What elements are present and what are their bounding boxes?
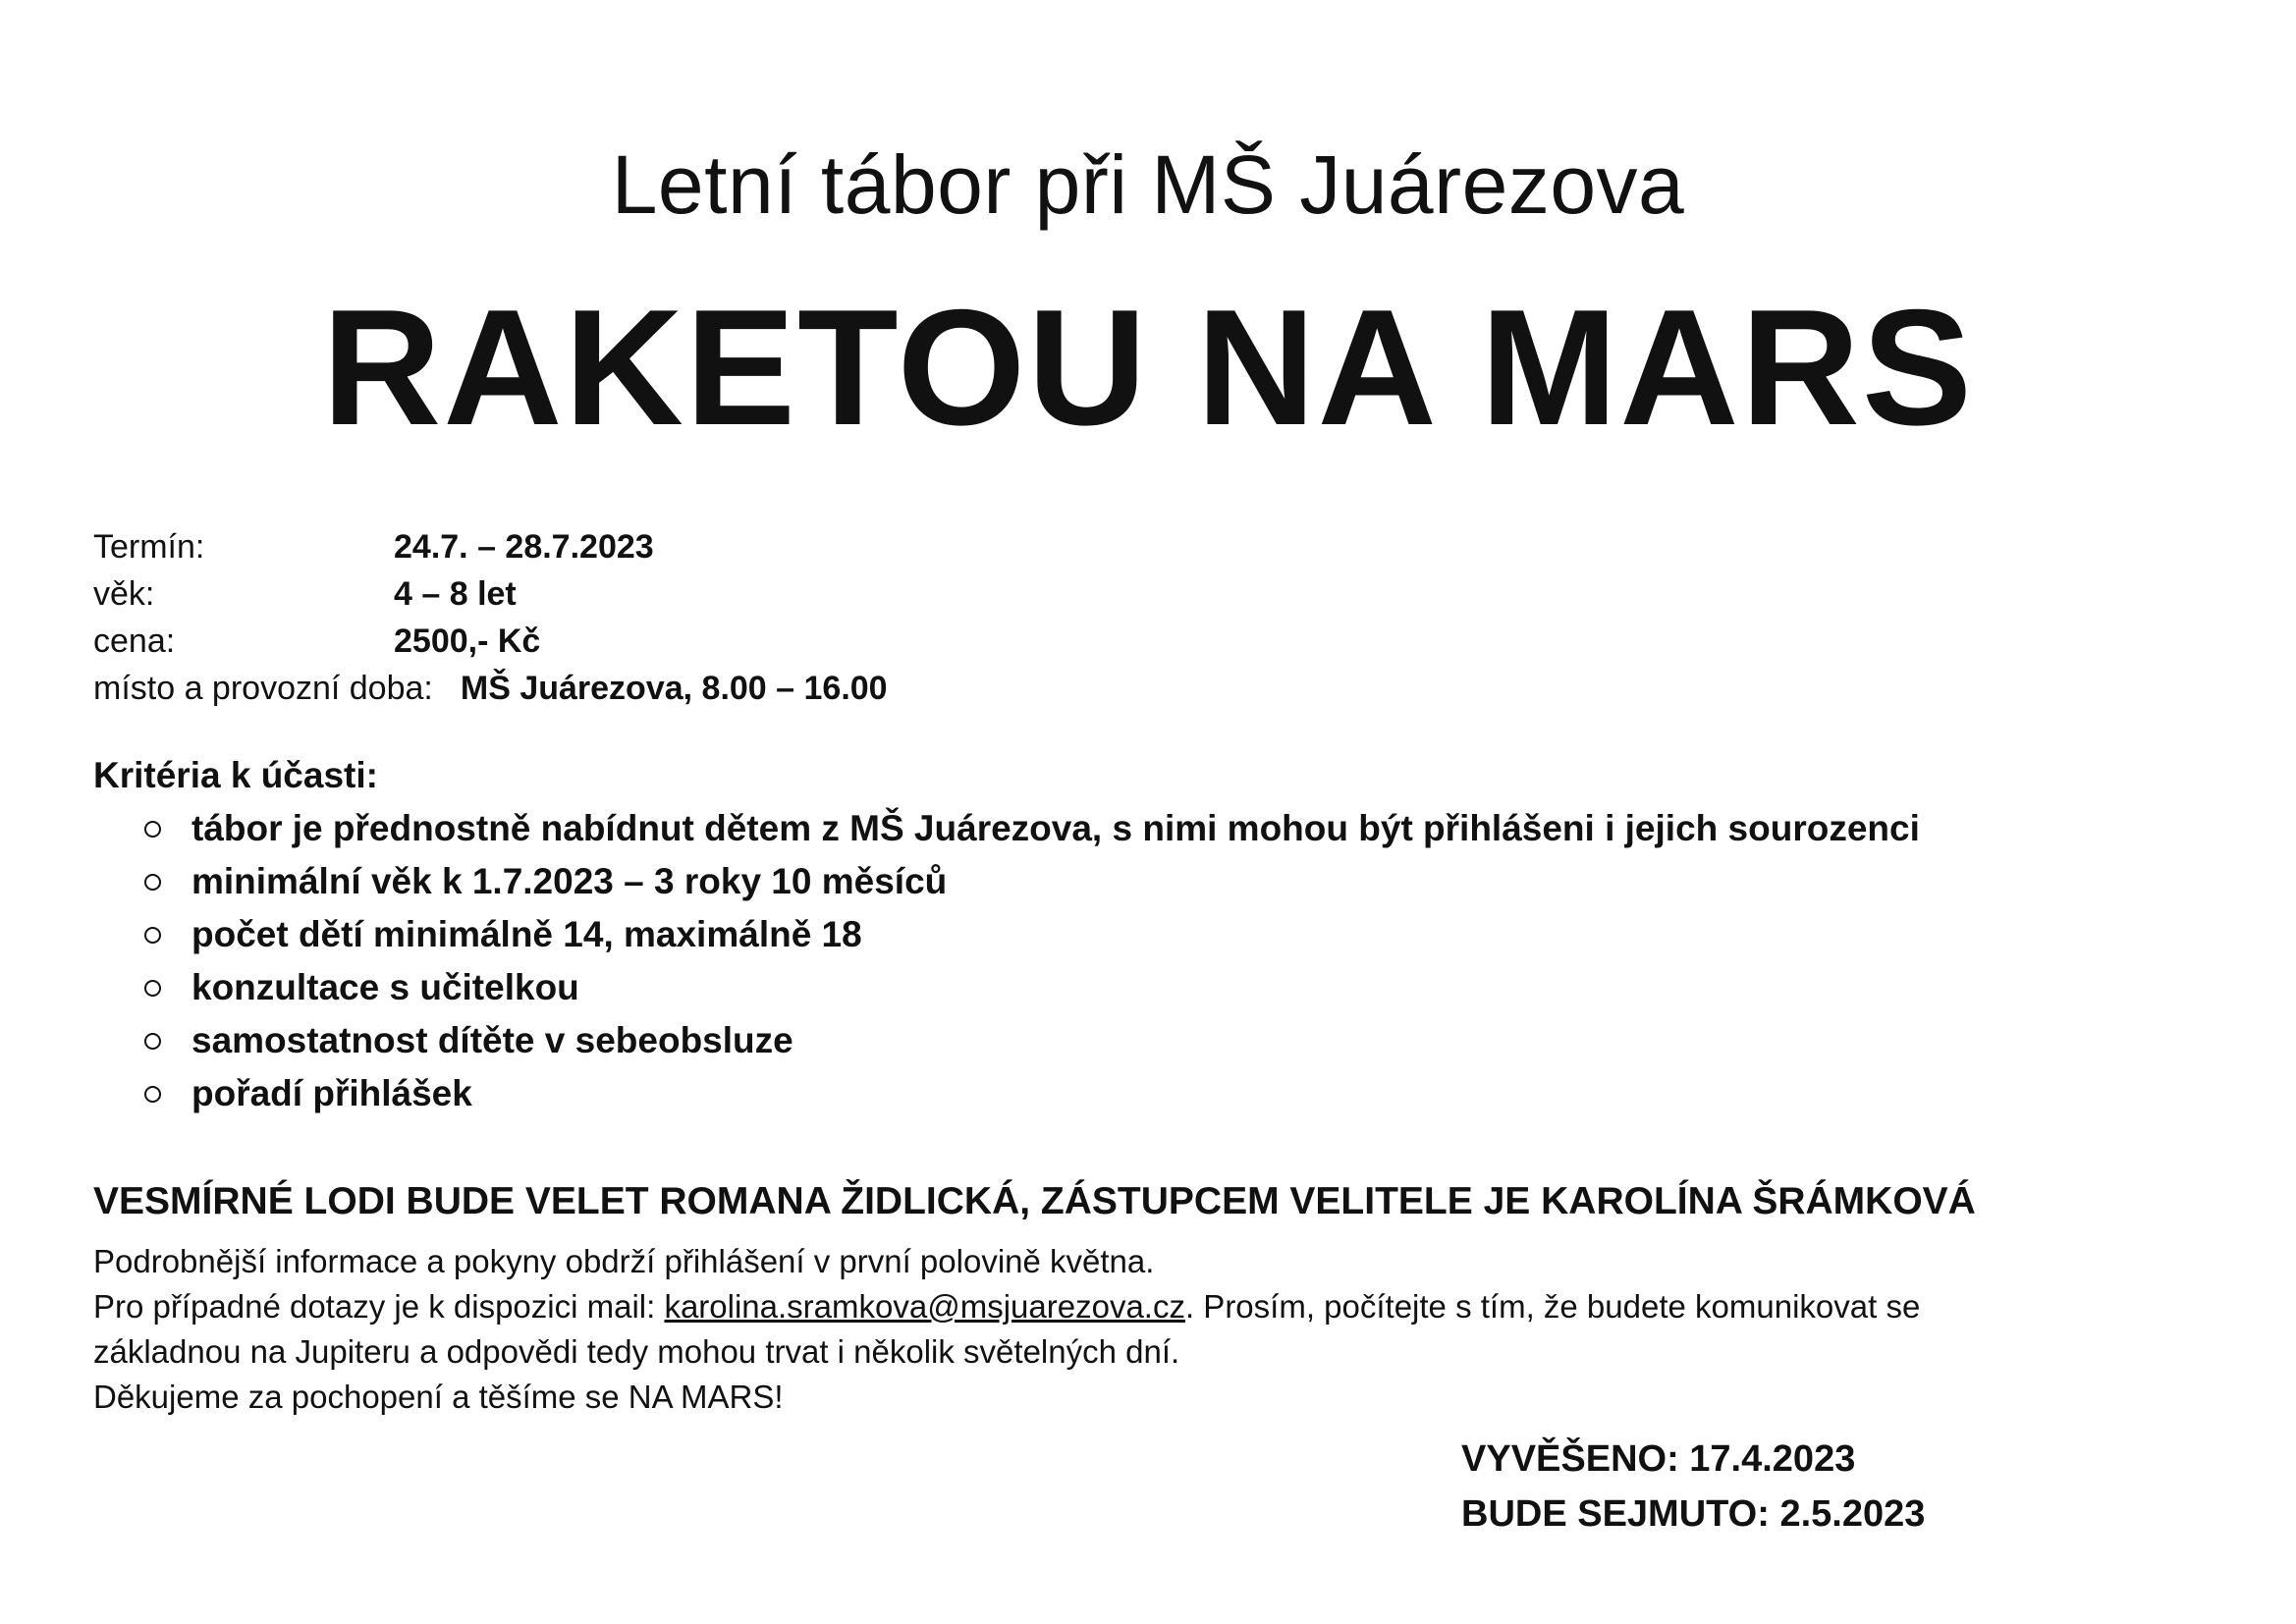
- list-item: [93, 802, 1920, 855]
- criteria-text: minimální věk k 1.7.2023 – 3 roky 10 měsíců: [191, 861, 948, 901]
- posting-dates: [1461, 1432, 1925, 1542]
- info-label: věk:: [93, 575, 155, 613]
- notes-line: základnou na Jupiteru a odpovědi tedy mohou trvat i několik světelných dní.: [93, 1333, 1180, 1370]
- circle-bullet-icon: [144, 874, 161, 891]
- info-row-date: [93, 523, 888, 570]
- criteria-section: [93, 749, 1920, 1120]
- criteria-text: pořadí přihlášek: [191, 1073, 472, 1113]
- notes-line: Podrobnější informace a pokyny obdrží přihlášení v první polovině května.: [93, 1243, 1155, 1279]
- posted-date: VYVĚŠENO: 17.4.2023: [1461, 1438, 1856, 1480]
- camp-info: [93, 523, 888, 712]
- circle-bullet-icon: [144, 1033, 161, 1050]
- circle-bullet-icon: [144, 980, 161, 997]
- criteria-text: tábor je přednostně nabídnut dětem z MŠ Juárezova, s nimi mohou být přihlášeni i jejich sourozenci: [191, 808, 1920, 848]
- list-item: [93, 855, 1920, 908]
- camp-subtitle: Letní tábor při MŠ Juárezova: [611, 138, 1685, 231]
- info-row-price: [93, 618, 888, 665]
- circle-bullet-icon: [144, 1086, 161, 1103]
- info-value: 2500,- Kč: [394, 623, 541, 660]
- info-value: 4 – 8 let: [394, 575, 517, 613]
- circle-bullet-icon: [144, 821, 161, 838]
- notes-line: Děkujeme za pochopení a těšíme se NA MARS!: [93, 1379, 784, 1415]
- info-label: místo a provozní doba:: [93, 670, 433, 707]
- notes-text: Pro případné dotazy je k dispozici mail:: [93, 1288, 665, 1325]
- list-item: [93, 1067, 1920, 1120]
- info-label: cena:: [93, 623, 176, 660]
- notes-section: [93, 1239, 1920, 1420]
- notes-line-contact: [93, 1284, 1920, 1329]
- criteria-text: konzultace s učitelkou: [191, 967, 579, 1007]
- camp-title: RAKETOU NA MARS: [321, 275, 1975, 460]
- list-item: [93, 961, 1920, 1014]
- info-label: Termín:: [93, 528, 205, 566]
- info-row-age: [93, 570, 888, 618]
- criteria-text: samostatnost dítěte v sebeobsluze: [191, 1020, 793, 1060]
- info-value: 24.7. – 28.7.2023: [394, 528, 654, 566]
- criteria-text: počet dětí minimálně 14, maximálně 18: [191, 914, 862, 954]
- crew-announcement: VESMÍRNÉ LODI BUDE VELET ROMANA ŽIDLICKÁ, ZÁSTUPCEM VELITELE JE KAROLÍNA ŠRÁMKOVÁ: [93, 1180, 1976, 1222]
- criteria-list: [93, 802, 1920, 1120]
- criteria-heading: Kritéria k účasti:: [93, 755, 378, 795]
- list-item: [93, 1014, 1920, 1067]
- removal-date: BUDE SEJMUTO: 2.5.2023: [1461, 1493, 1926, 1535]
- info-row-place: [93, 665, 888, 712]
- info-value: MŠ Juárezova, 8.00 – 16.00: [460, 670, 888, 707]
- email-link[interactable]: karolina.sramkova@msjuarezova.cz: [664, 1288, 1185, 1325]
- notes-text: . Prosím, počítejte s tím, že budete komunikovat se: [1184, 1288, 1921, 1325]
- list-item: [93, 908, 1920, 961]
- circle-bullet-icon: [144, 927, 161, 944]
